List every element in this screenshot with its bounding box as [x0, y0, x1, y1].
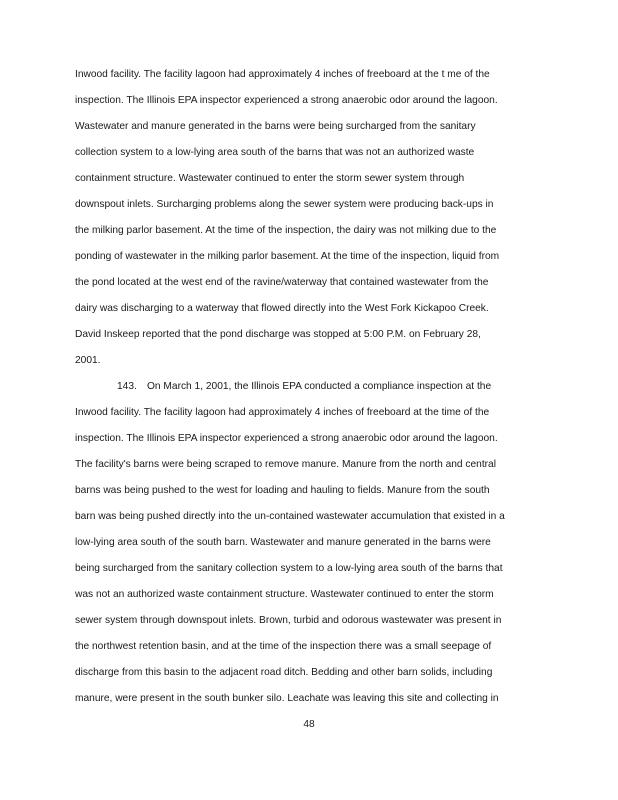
text-line: ponding of wastewater in the milking parlor basement. At the time of the inspection, liquid from — [75, 251, 500, 262]
text-line: inspection. The Illinois EPA inspector experienced a strong anaerobic odor around the lagoon. — [75, 433, 498, 444]
text-line: The facility's barns were being scraped to remove manure. Manure from the north and central — [75, 459, 496, 470]
text-line: Inwood facility. The facility lagoon had approximately 4 inches of freeboard at the time of the — [75, 407, 490, 418]
text-line: containment structure. Wastewater continued to enter the storm sewer system through — [75, 173, 465, 184]
text-line: 2001. — [75, 355, 101, 366]
paragraph-first-line-text: On March 1, 2001, the Illinois EPA conducted a compliance inspection at the — [147, 381, 492, 392]
text-line: David Inskeep reported that the pond discharge was stopped at 5:00 P.M. on February 28, — [75, 329, 481, 340]
text-line: downspout inlets. Surcharging problems along the sewer system were producing back-ups in — [75, 199, 494, 210]
text-line: barn was being pushed directly into the un-contained wastewater accumulation that existed in a — [75, 511, 505, 522]
text-line: Wastewater and manure generated in the barns were being surcharged from the sanitary — [75, 121, 476, 132]
text-line: Inwood facility. The facility lagoon had approximately 4 inches of freeboard at the t me of the — [75, 69, 490, 80]
page-number: 48 — [303, 719, 315, 730]
text-line: was not an authorized waste containment structure. Wastewater continued to enter the storm — [75, 589, 494, 600]
text-line: discharge from this basin to the adjacent road ditch. Bedding and other barn solids, including — [75, 667, 493, 678]
text-line: low-lying area south of the south barn. Wastewater and manure generated in the barns were — [75, 537, 491, 548]
text-line: barns was being pushed to the west for loading and hauling to fields. Manure from the south — [75, 485, 490, 496]
text-line: collection system to a low-lying area south of the barns that was not an authorized waste — [75, 147, 475, 158]
text-line: the milking parlor basement. At the time of the inspection, the dairy was not milking due to the — [75, 225, 497, 236]
text-line: inspection. The Illinois EPA inspector experienced a strong anaerobic odor around the lagoon. — [75, 95, 498, 106]
text-line: manure, were present in the south bunker silo. Leachate was leaving this site and collecting in — [75, 693, 499, 704]
body-text — [75, 62, 555, 712]
text-line: the pond located at the west end of the ravine/waterway that contained wastewater from the — [75, 277, 489, 288]
text-line: sewer system through downspout inlets. Brown, turbid and odorous wastewater was present in — [75, 615, 502, 626]
text-line: being surcharged from the sanitary collection system to a low-lying area south of the barns that — [75, 563, 503, 574]
text-line: the northwest retention basin, and at the time of the inspection there was a small seepage of — [75, 641, 492, 652]
text-line: dairy was discharging to a waterway that flowed directly into the West Fork Kickapoo Creek. — [75, 303, 489, 314]
paragraph-number: 143. — [117, 381, 137, 392]
paragraph-first-line — [75, 374, 555, 400]
